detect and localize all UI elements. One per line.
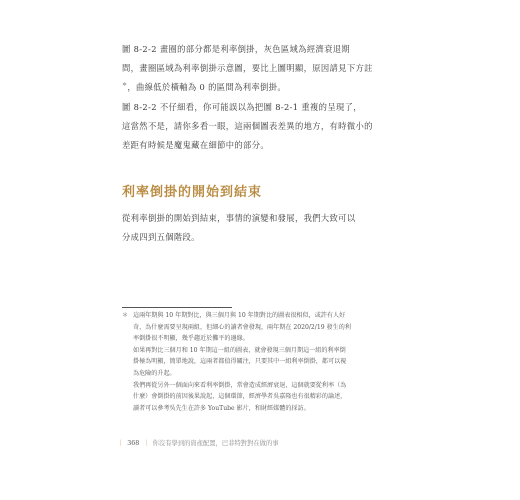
paragraph-line: 這當然不是，請你多看一眼，這兩個圖表差異的地方，有時微小的	[122, 121, 373, 131]
footnote-line: 掛極為明顯，簡單地說，這兩者都值得關注，只要其中一組利率倒掛，都可以視	[133, 358, 347, 366]
footnote-line: 率倒掛很不明顯，幾乎趨近於攤平的邊緣。	[133, 335, 249, 343]
footer-separator: ｜	[143, 440, 150, 447]
paragraph-line: 圖 8-2-2 畫圈的部分都是利率倒掛，灰色區域為經濟衰退期	[122, 44, 351, 54]
section-heading: 利率倒掛的開始到結束	[122, 185, 263, 200]
footnote-line: 什麼）會倒掛的前因後果說起，這個環節，經濟學者吳嘉隆也有很精彩的論述，	[133, 393, 347, 401]
footer-separator: ｜	[117, 440, 124, 447]
footnote-line: 為危險的升起。	[133, 369, 176, 377]
footnote-line: 我們再從另外一個面向來看利率倒掛，常會造成經濟衰退，這個就要從利率（為	[133, 381, 347, 389]
punctuation: ，	[127, 82, 137, 92]
paragraph-figure-difference	[122, 98, 408, 155]
paragraph-line: 差距有時候是魔鬼藏在細節中的部分。	[122, 140, 269, 150]
book-title: 你沒有學到的資產配置，巴菲特對對在做的事	[152, 440, 279, 447]
page-number: 368	[127, 440, 140, 447]
footnote-line: 奇，為什麼需要呈現兩組，但細心的讀者會發現，兩年期在 2020/2/19 發生的利	[133, 323, 351, 331]
paragraph-line: 分成四到五個階段。	[122, 232, 200, 242]
paragraph-line: 間，畫圈區域為利率倒掛示意圖，要比上圖明顯，原因請見下方註	[122, 63, 373, 73]
footnote-reference[interactable]: ＊	[122, 82, 128, 89]
footnote-line: 讀者可以參考吳先生在許多 YouTube 影片，和財經媒體的採訪。	[133, 404, 310, 412]
paragraph-line: 圖 8-2-2 不仔細看，你可能誤以為把圖 8-2-1 重複的呈現了，	[122, 102, 362, 112]
footnote-line: 如果再對比三個月和 10 年期這一組的圖表，就會發現三個月期這一組的利率倒	[133, 346, 346, 354]
paragraph-stages-intro	[122, 209, 408, 247]
paragraph-figure-explanation	[122, 40, 408, 97]
paragraph-line: 從利率倒掛的開始到結束，事情的演變和發展，我們大致可以	[122, 213, 356, 223]
footnote-divider	[122, 307, 232, 308]
footnote-mark: ＊	[122, 312, 129, 319]
page-footer	[117, 438, 279, 447]
paragraph-line: 曲線低於橫軸為 0 的區間為利率倒掛。	[136, 82, 286, 92]
footnote	[122, 310, 402, 414]
footnote-line: ＊ 這兩年期與 10 年期對比，與三個月與 10 年期對比的圖表很相似，或許有人好	[122, 310, 402, 322]
